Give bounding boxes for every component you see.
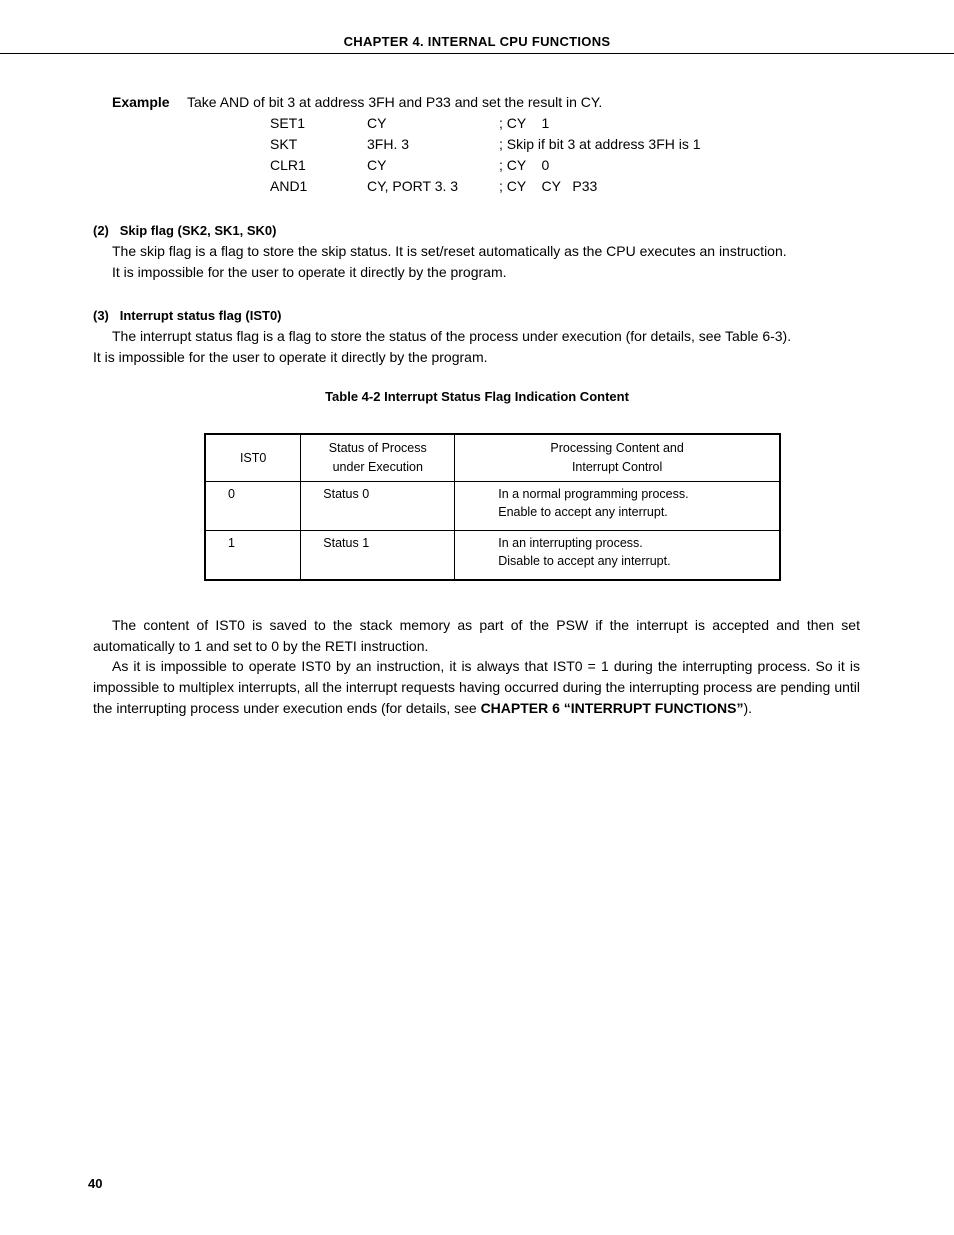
section-2-line-1: The skip flag is a flag to store the skip status. It is set/reset automatically as the CPU executes an instruction. bbox=[112, 243, 787, 259]
code-arg: CY bbox=[367, 157, 387, 173]
table-row bbox=[205, 531, 780, 581]
header-processing bbox=[455, 434, 780, 482]
code-arg: CY, PORT 3. 3 bbox=[367, 178, 459, 194]
code-op: SKT bbox=[270, 136, 298, 152]
code-comment: ; CY 1 bbox=[499, 115, 550, 131]
body-paragraph-1: The content of IST0 is saved to the stack memory as part of the PSW if the interrupt is accepted and then set automatically to 1 and set to 0 by the RETI instruction. bbox=[93, 617, 860, 654]
page-number: 40 bbox=[88, 1176, 103, 1191]
code-op: CLR1 bbox=[270, 157, 306, 173]
body-paragraph-2-text: As it is impossible to operate IST0 by an instruction, it is always that IST0 = 1 during the interrupting process. So it is impossible to multiplex interrupts, all the interrupt requests having occurred during the interrupting process are pending until the interrupting process under execution ends (for details, see bbox=[93, 658, 860, 716]
code-op: AND1 bbox=[270, 178, 308, 194]
header-processing-line-2: Interrupt Control bbox=[571, 460, 663, 474]
body-paragraph-2 bbox=[93, 656, 860, 719]
header-ist0 bbox=[205, 434, 301, 482]
example-label: Example bbox=[112, 94, 170, 110]
table-caption: Table 4-2 Interrupt Status Flag Indication Content bbox=[325, 389, 629, 404]
cell-content bbox=[455, 531, 780, 581]
interrupt-status-table bbox=[204, 433, 781, 581]
table-row bbox=[205, 482, 780, 531]
table-header-row bbox=[205, 434, 780, 482]
chapter-6-reference: CHAPTER 6 “INTERRUPT FUNCTIONS” bbox=[480, 700, 744, 716]
section-3-line-1: The interrupt status flag is a flag to store the status of the process under execution (for details, see Table 6-3). bbox=[112, 328, 792, 344]
chapter-header: CHAPTER 4. INTERNAL CPU FUNCTIONS bbox=[343, 34, 611, 49]
code-op: SET1 bbox=[270, 115, 306, 131]
cell-content-line-1: In an interrupting process. bbox=[498, 536, 643, 550]
cell-content-line-2: Enable to accept any interrupt. bbox=[498, 505, 668, 519]
code-arg: CY bbox=[367, 115, 387, 131]
cell-status: Status 0 bbox=[301, 482, 455, 531]
section-3-line-2: It is impossible for the user to operate it directly by the program. bbox=[93, 349, 488, 365]
cell-status: Status 1 bbox=[301, 531, 455, 581]
cell-content bbox=[455, 482, 780, 531]
header-processing-line-1: Processing Content and bbox=[550, 441, 684, 455]
header-rule bbox=[0, 53, 954, 54]
header-status-line-1: Status of Process bbox=[328, 441, 427, 455]
section-3-heading: (3) Interrupt status flag (IST0) bbox=[93, 308, 282, 323]
section-2-line-2: It is impossible for the user to operate it directly by the program. bbox=[112, 264, 507, 280]
code-comment: ; Skip if bit 3 at address 3FH is 1 bbox=[499, 136, 701, 152]
code-arg: 3FH. 3 bbox=[367, 136, 410, 152]
header-ist0-text: IST0 bbox=[239, 450, 267, 465]
header-status-line-2: under Execution bbox=[332, 460, 423, 474]
header-status bbox=[301, 434, 455, 482]
cell-ist0: 0 bbox=[205, 482, 301, 531]
example-text: Take AND of bit 3 at address 3FH and P33 and set the result in CY. bbox=[187, 94, 603, 110]
code-comment: ; CY 0 bbox=[499, 157, 550, 173]
body-paragraph-2-end: ). bbox=[743, 700, 753, 716]
section-2-heading: (2) Skip flag (SK2, SK1, SK0) bbox=[93, 223, 277, 238]
code-comment: ; CY CY P33 bbox=[499, 178, 598, 194]
cell-content-line-2: Disable to accept any interrupt. bbox=[498, 554, 671, 568]
cell-ist0: 1 bbox=[205, 531, 301, 581]
cell-content-line-1: In a normal programming process. bbox=[498, 487, 689, 501]
